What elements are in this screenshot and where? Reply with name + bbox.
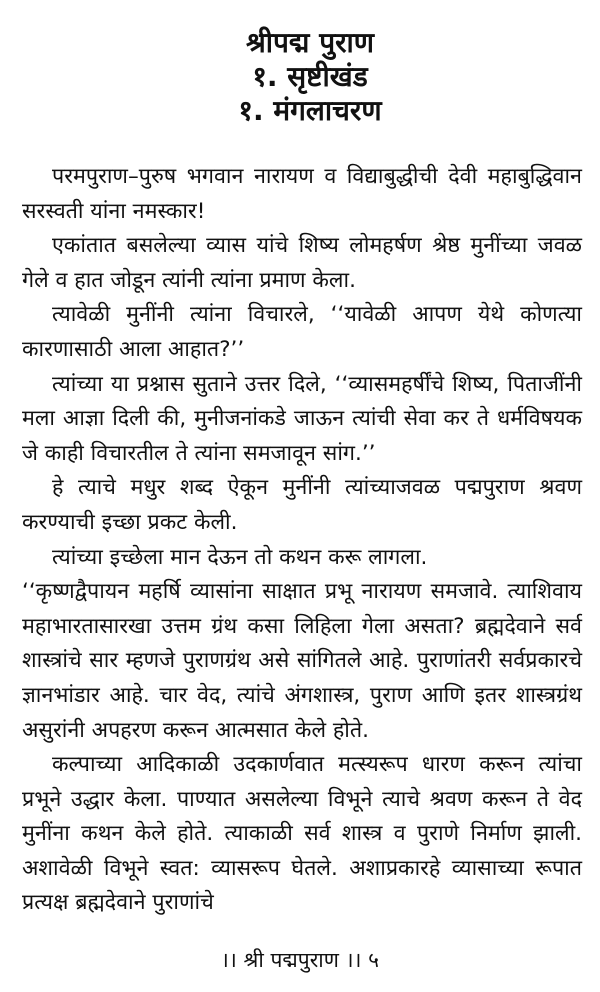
paragraph: ‘‘कृष्णद्वैपायन महर्षि व्यासांना साक्षात प्रभू नारायण समजावे. त्याशिवाय महाभारतासारखा उत्तम ग्रंथ कसा लिहिला गेला असता? ब्रह्मदेवाने सर्व शास्त्रांचे सार म्हणजे पुराणग्रंथ असे सांगितले आहे. पुराणांतरी सर्वप्रकारचे ज्ञानभांडार आहे. चार वेद, त्यांचे अंगशास्त्र, पुराण आणि इतर शास्त्रग्रंथ असुरांनी अपहरण करून आत्मसात केले होते.: [22, 579, 582, 743]
paragraph: त्यांच्या या प्रश्नास सुताने उत्तर दिले, ‘‘व्यासमहर्षींचे शिष्य, पिताजींनी मला आज्ञा दिली की, मुनीजनांकडे जाऊन त्यांची सेवा कर ते धर्मविषयक जे काही विचारतील ते त्यांना समजावून सांग.’’: [22, 371, 582, 466]
page-footer: ।। श्री पद्मपुराण ।। ५: [220, 948, 380, 972]
section-title: १. सृष्टीखंड: [252, 60, 368, 93]
body-text: [22, 160, 582, 921]
paragraph: हे त्याचे मधुर शब्द ऐकून मुनींनी त्यांच्याजवळ पद्मपुराण श्रवण करण्याची इच्छा प्रकट केली.: [22, 475, 582, 535]
chapter-title: १. मंगलाचरण: [238, 94, 382, 127]
book-title: श्रीपद्म पुराण: [245, 26, 375, 59]
paragraph: परमपुराण–पुरुष भगवान नारायण व विद्याबुद्धीची देवी महाबुद्धिवान सरस्वती यांना नमस्कार!: [22, 164, 582, 224]
paragraph: एकांतात बसलेल्या व्यास यांचे शिष्य लोमहर्षण श्रेष्ठ मुनींच्या जवळ गेले व हात जोडून त्यांनी त्यांना प्रमाण केला.: [22, 233, 582, 293]
paragraph: त्यावेळी मुनींनी त्यांना विचारले, ‘‘यावेळी आपण येथे कोणत्या कारणासाठी आला आहात?’’: [22, 302, 582, 362]
paragraph: त्यांच्या इच्छेला मान देऊन तो कथन करू लागला.: [52, 544, 428, 570]
paragraph: कल्पाच्या आदिकाळी उदकार्णवात मत्स्यरूप धारण करून त्यांचा प्रभूने उद्धार केला. पाण्यात असलेल्या विभूने त्याचे श्रवण करून ते वेद मुनींना कथन केले होते. त्याकाळी सर्व शास्त्र व पुराणे निर्माण झाली. अशावेळी विभूने स्वत: व्यासरूप घेतले. अशाप्रकारहे व्यासाच्या रूपात प्रत्यक्ष ब्रह्मदेवाने पुराणांचे: [22, 752, 582, 916]
